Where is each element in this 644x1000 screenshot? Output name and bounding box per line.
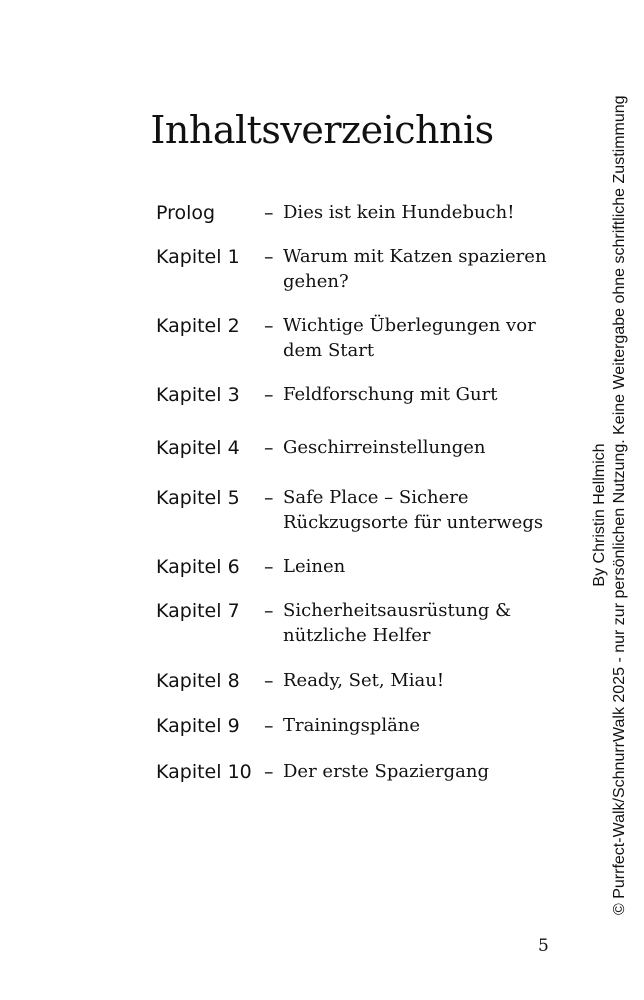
author-line: By Christin Hellmich xyxy=(591,443,608,587)
toc-entry-label: Kapitel 3 xyxy=(156,384,240,406)
toc-dash: – xyxy=(264,600,274,622)
toc-entry-label: Kapitel 4 xyxy=(156,437,240,459)
toc-dash: – xyxy=(264,246,274,268)
toc-dash: – xyxy=(264,384,274,406)
toc-title-line: gehen? xyxy=(283,271,349,292)
toc-entry-title xyxy=(283,713,558,738)
toc-dash: – xyxy=(264,202,274,224)
toc-title-line: Feldforschung mit Gurt xyxy=(283,384,498,405)
copyright-note xyxy=(590,95,630,915)
toc-title-line: Ready, Set, Miau! xyxy=(283,670,445,691)
toc-title-line: Der erste Spaziergang xyxy=(283,761,489,782)
toc-title-line: Wichtige Überlegungen vor xyxy=(283,315,536,336)
toc-title-line: nützliche Helfer xyxy=(283,625,431,646)
toc-entry-title xyxy=(283,485,558,535)
toc-dash: – xyxy=(264,670,274,692)
toc-title-line: Dies ist kein Hundebuch! xyxy=(283,202,515,223)
toc-entry-title xyxy=(283,313,558,363)
page-number: 5 xyxy=(538,936,549,956)
toc-entry-label: Kapitel 5 xyxy=(156,487,240,509)
toc-title-line: dem Start xyxy=(283,340,375,361)
toc-title-line: Trainingspläne xyxy=(283,715,421,736)
toc-entry-label: Kapitel 2 xyxy=(156,315,240,337)
toc-title-line: Sicherheitsausrüstung & xyxy=(283,600,512,621)
toc-entry-label: Prolog xyxy=(156,202,216,224)
toc-dash: – xyxy=(264,315,274,337)
toc-entry-title xyxy=(283,598,558,648)
toc-entry-label: Kapitel 9 xyxy=(156,715,240,737)
toc-entry-title xyxy=(283,244,558,294)
toc-entry-label: Kapitel 1 xyxy=(156,246,240,268)
toc-entry-title xyxy=(283,668,558,693)
toc-entry-label: Kapitel 7 xyxy=(156,600,240,622)
toc-dash: – xyxy=(264,761,274,783)
toc-dash: – xyxy=(264,715,274,737)
toc-title-line: Rückzugsorte für unterwegs xyxy=(283,512,544,533)
toc-entry-title xyxy=(283,200,558,225)
toc-entry-title xyxy=(283,435,558,460)
toc-entry-label: Kapitel 10 xyxy=(156,761,252,783)
toc-title-line: Warum mit Katzen spazieren xyxy=(283,246,547,267)
copyright-line: © Purrfect-Walk/SchnurrWalk 2025 - nur zur persönlichen Nutzung. Keine Weitergabe ohne schriftliche Zustimmung xyxy=(611,95,628,915)
page-title: Inhaltsverzeichnis xyxy=(150,108,494,152)
toc-entry-label: Kapitel 6 xyxy=(156,556,240,578)
toc-dash: – xyxy=(264,556,274,578)
toc-entry-title xyxy=(283,554,558,579)
toc-entry-title xyxy=(283,759,558,784)
toc-dash: – xyxy=(264,437,274,459)
toc-title-line: Safe Place – Sichere xyxy=(283,487,469,508)
toc-title-line: Geschirreinstellungen xyxy=(283,437,486,458)
toc-title-line: Leinen xyxy=(283,556,346,577)
toc-dash: – xyxy=(264,487,274,509)
toc-entry-label: Kapitel 8 xyxy=(156,670,240,692)
toc-entry-title xyxy=(283,382,558,407)
